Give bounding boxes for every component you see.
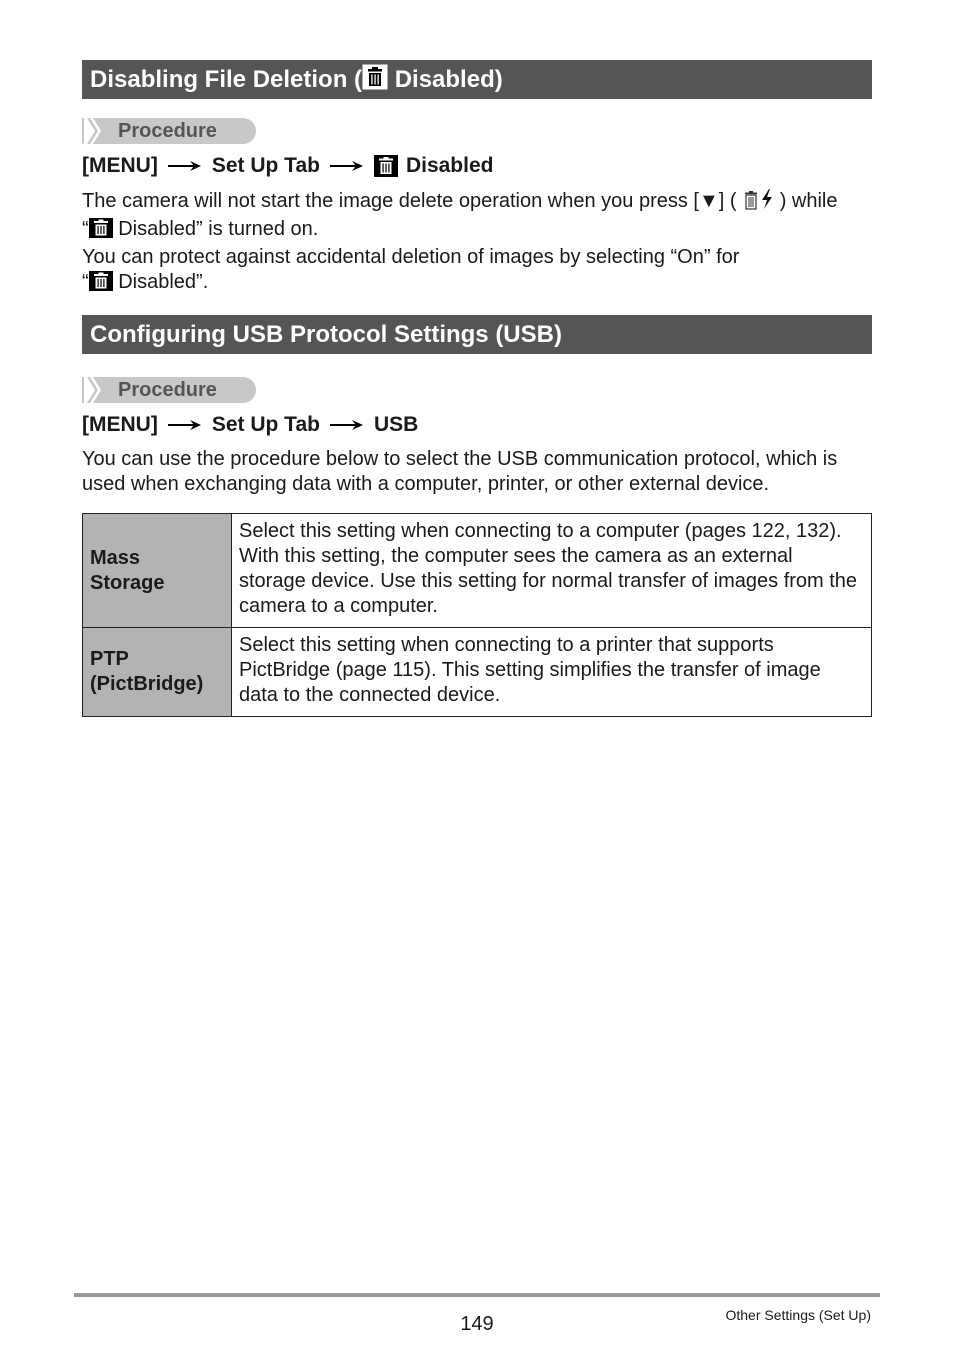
procedure-tab — [82, 118, 256, 144]
description-paragraph: You can use the procedure below to select the USB communication protocol, which is used when exchanging data with a computer, printer, or other external device. — [82, 448, 838, 495]
trash-icon — [89, 218, 113, 245]
text-run: You can protect against accidental deletion of images by selecting “On” for — [82, 246, 740, 268]
menu-path-step: Set Up Tab — [211, 154, 320, 177]
text-run: Disabled”. — [112, 271, 209, 293]
menu-path — [82, 412, 418, 438]
trash-icon — [742, 190, 760, 217]
footer-divider — [74, 1293, 880, 1297]
text-run: Disabled” is turned on. — [112, 218, 319, 240]
procedure-label: Procedure — [118, 379, 217, 401]
text-run: “ — [82, 218, 89, 240]
trash-icon — [374, 155, 398, 177]
section-title-part: Disabled) — [388, 66, 503, 93]
table-key-cell — [83, 628, 232, 717]
flash-icon — [760, 188, 774, 217]
text-run: The camera will not start the image delete operation when you press [▼] ( — [82, 190, 737, 212]
procedure-label: Procedure — [118, 120, 217, 142]
menu-path-step: [MENU] — [82, 413, 158, 436]
footer-section-label: Other Settings (Set Up) — [725, 1307, 871, 1323]
table-row — [83, 514, 872, 628]
procedure-tab — [82, 377, 256, 403]
menu-path-step: USB — [373, 413, 419, 436]
arrow-right-icon — [330, 419, 364, 431]
section-title: Configuring USB Protocol Settings (USB) — [90, 321, 562, 348]
section-heading-usb — [82, 315, 872, 354]
section-title-part: Disabling File Deletion ( — [90, 66, 363, 93]
menu-path-step: Set Up Tab — [211, 413, 320, 436]
key-text: (PictBridge) — [90, 673, 204, 695]
description-paragraph — [82, 188, 874, 298]
menu-path-step: Disabled — [405, 154, 494, 177]
key-text: Mass — [90, 546, 141, 569]
trash-icon — [362, 63, 388, 102]
table-value-cell: Select this setting when connecting to a printer that supports PictBridge (page 115). This setting simplifies the transfer of image data to the connected device. — [232, 628, 872, 717]
key-text: PTP — [90, 648, 129, 670]
usb-settings-table — [82, 513, 872, 717]
page-number: 149 — [460, 1313, 494, 1335]
trash-icon — [89, 271, 113, 298]
arrow-right-icon — [168, 160, 202, 172]
arrow-right-icon — [330, 160, 364, 172]
table-key-cell — [83, 514, 232, 628]
section-heading-file-deletion — [82, 60, 872, 99]
table-row — [83, 628, 872, 717]
menu-path — [82, 153, 493, 179]
key-text: Storage — [90, 571, 165, 594]
text-run: “ — [82, 271, 89, 293]
menu-path-step: [MENU] — [82, 154, 158, 177]
text-run: ) while — [779, 190, 838, 212]
arrow-right-icon — [168, 419, 202, 431]
table-value-cell: Select this setting when connecting to a computer (pages 122, 132). With this setting, the computer sees the camera as an external storage device. Use this setting for normal transfer of images from the camera to a computer. — [232, 514, 872, 628]
